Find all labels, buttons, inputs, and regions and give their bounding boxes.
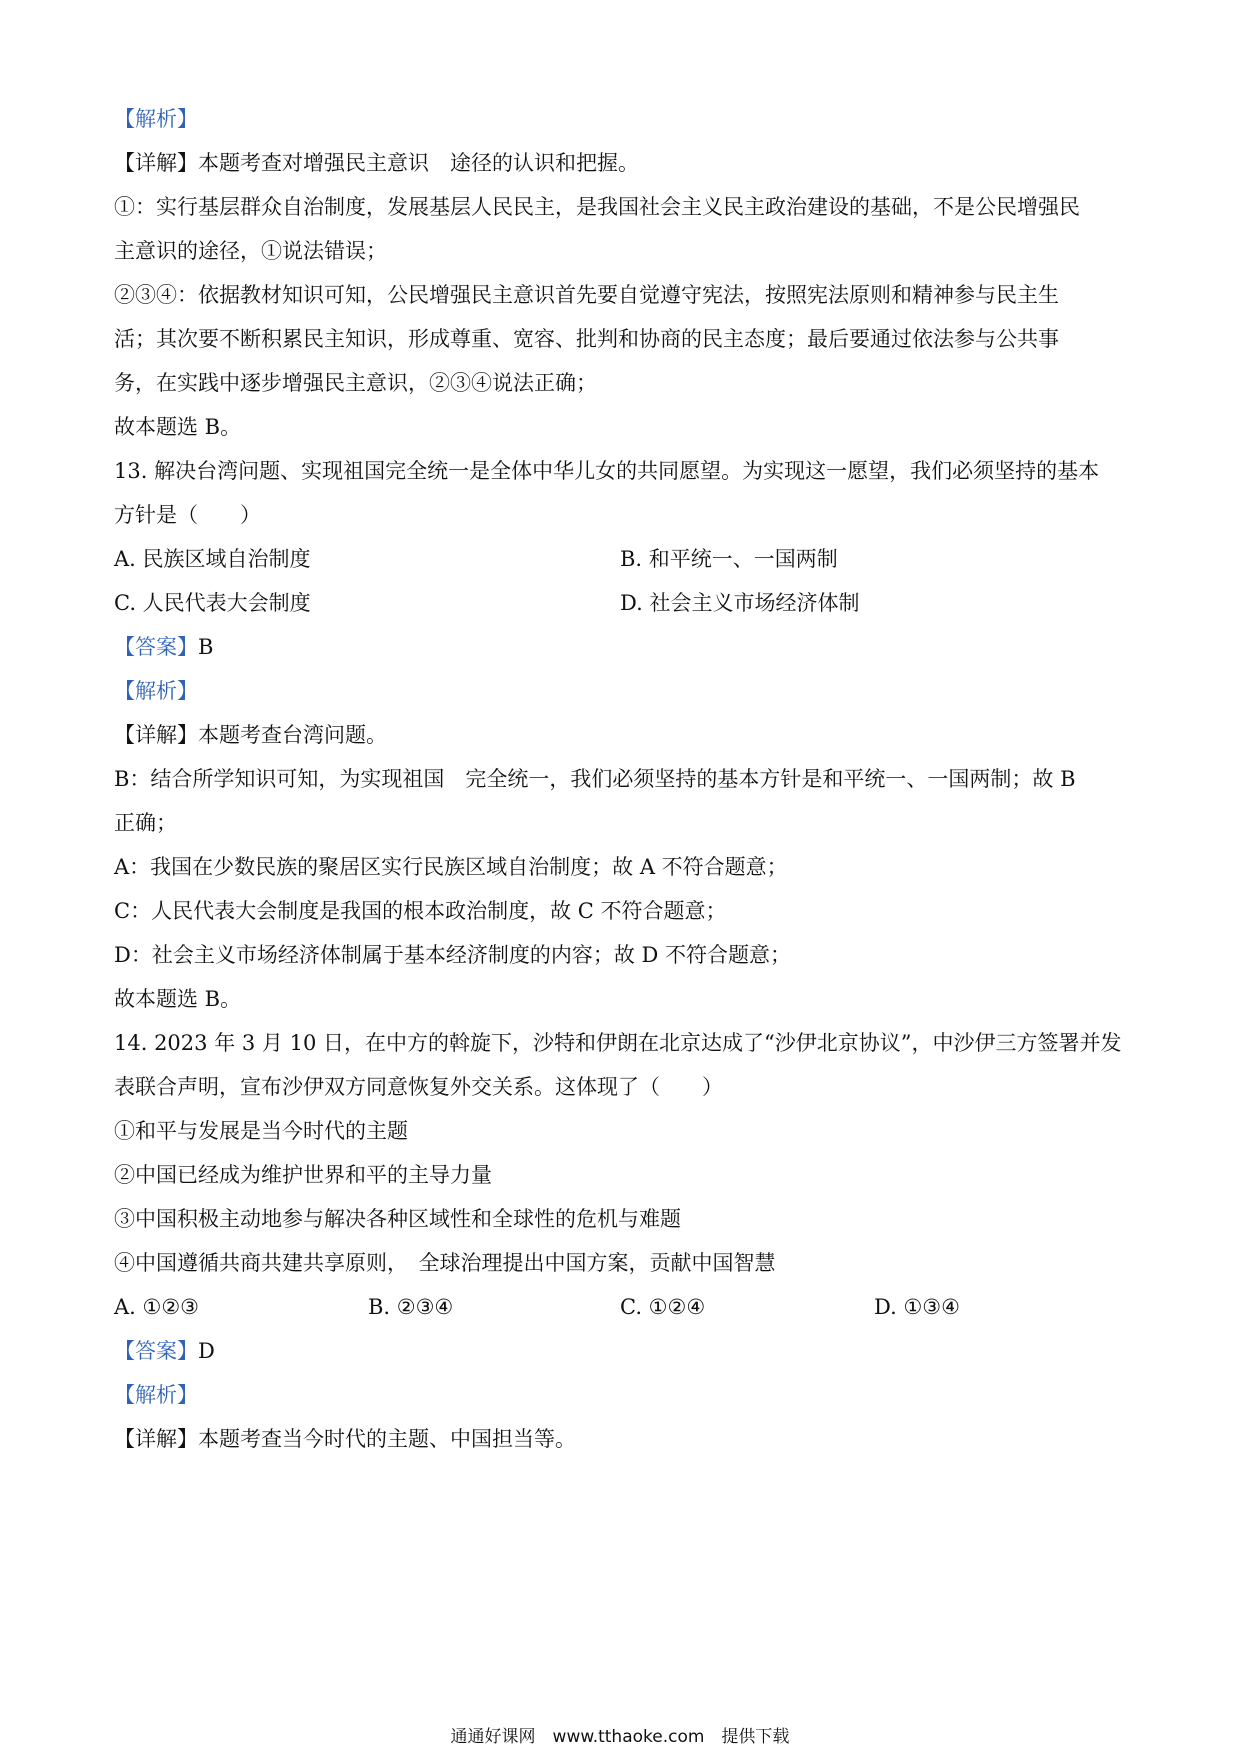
answer-tag: 【答案】 bbox=[114, 1339, 198, 1363]
analysis-heading bbox=[114, 104, 1134, 134]
q14-statement: ③中国积极主动地参与解决各种区域性和全球性的危机与难题 bbox=[114, 1207, 681, 1231]
analysis-text-line: ②③④：依据教材知识可知，公民增强民主意识首先要自觉遵守宪法，按照宪法原则和精神参与民主生 bbox=[114, 283, 1059, 307]
answer-value: B bbox=[198, 635, 214, 659]
q14-statement: ④中国遵循共商共建共享原则， 全球治理提出中国方案，贡献中国智慧 bbox=[114, 1251, 776, 1275]
analysis-text-line: D：社会主义市场经济体制属于基本经济制度的内容；故 D 不符合题意； bbox=[114, 943, 792, 967]
detail-line bbox=[114, 148, 1134, 178]
analysis-tag: 【解析】 bbox=[114, 107, 198, 131]
question-14-stem: 14. 2023 年 3 月 10 日，在中方的斡旋下，沙特和伊朗在北京达成了“沙伊北京协议”，中沙伊三方签署并发 bbox=[114, 1031, 1122, 1055]
q14-statement: ②中国已经成为维护世界和平的主导力量 bbox=[114, 1163, 492, 1187]
detail-line bbox=[114, 1424, 1134, 1454]
analysis-text-line: 务，在实践中逐步增强民主意识，②③④说法正确； bbox=[114, 371, 597, 395]
analysis-conclusion: 故本题选 B。 bbox=[114, 415, 242, 439]
detail-text: 本题考查当今时代的主题、中国担当等。 bbox=[198, 1427, 576, 1451]
detail-text: 本题考查台湾问题。 bbox=[198, 723, 387, 747]
analysis-text-line: A：我国在少数民族的聚居区实行民族区域自治制度；故 A 不符合题意； bbox=[114, 855, 788, 879]
q14-answer bbox=[114, 1336, 1134, 1366]
q14-option-a: A. ①②③ bbox=[114, 1295, 199, 1319]
analysis-text-line: 活；其次要不断积累民主知识，形成尊重、宽容、批判和协商的民主态度；最后要通过依法参与公共事 bbox=[114, 327, 1059, 351]
question-13-stem-cont: 方针是（ ） bbox=[114, 503, 261, 527]
detail-line bbox=[114, 720, 1134, 750]
page-footer: 通通好课网 www.tthaoke.com 提供下载 bbox=[450, 1727, 790, 1747]
analysis-conclusion: 故本题选 B。 bbox=[114, 987, 242, 1011]
q14-option-c: C. ①②④ bbox=[620, 1295, 706, 1319]
analysis-text-line: 正确； bbox=[114, 811, 177, 835]
analysis-text-line: 主意识的途径，①说法错误； bbox=[114, 239, 387, 263]
analysis-heading bbox=[114, 676, 1134, 706]
analysis-tag: 【解析】 bbox=[114, 679, 198, 703]
q13-option-a: A. 民族区域自治制度 bbox=[114, 547, 311, 571]
q14-option-b: B. ②③④ bbox=[368, 1295, 454, 1319]
answer-tag: 【答案】 bbox=[114, 635, 198, 659]
q13-option-b: B. 和平统一、一国两制 bbox=[620, 547, 838, 571]
detail-tag: 【详解】 bbox=[114, 151, 198, 175]
question-13-stem: 13. 解决台湾问题、实现祖国完全统一是全体中华儿女的共同愿望。为实现这一愿望，我们必须坚持的基本 bbox=[114, 459, 1100, 483]
question-14-stem-cont: 表联合声明，宣布沙伊双方同意恢复外交关系。这体现了（ ） bbox=[114, 1075, 723, 1099]
q14-option-d: D. ①③④ bbox=[874, 1295, 960, 1319]
analysis-text-line: C：人民代表大会制度是我国的根本政治制度，故 C 不符合题意； bbox=[114, 899, 727, 923]
analysis-tag: 【解析】 bbox=[114, 1383, 198, 1407]
analysis-text-line: B：结合所学知识可知，为实现祖国 完全统一，我们必须坚持的基本方针是和平统一、一国两制；故 B bbox=[114, 767, 1076, 791]
detail-tag: 【详解】 bbox=[114, 1427, 198, 1451]
detail-tag: 【详解】 bbox=[114, 723, 198, 747]
q13-option-c: C. 人民代表大会制度 bbox=[114, 591, 311, 615]
q14-statement: ①和平与发展是当今时代的主题 bbox=[114, 1119, 408, 1143]
analysis-heading bbox=[114, 1380, 1134, 1410]
q13-answer bbox=[114, 632, 1134, 662]
q13-option-d: D. 社会主义市场经济体制 bbox=[620, 591, 860, 615]
detail-text: 本题考查对增强民主意识 途径的认识和把握。 bbox=[198, 151, 639, 175]
answer-value: D bbox=[198, 1339, 215, 1363]
analysis-text-line: ①：实行基层群众自治制度，发展基层人民民主，是我国社会主义民主政治建设的基础，不是公民增强民 bbox=[114, 195, 1080, 219]
